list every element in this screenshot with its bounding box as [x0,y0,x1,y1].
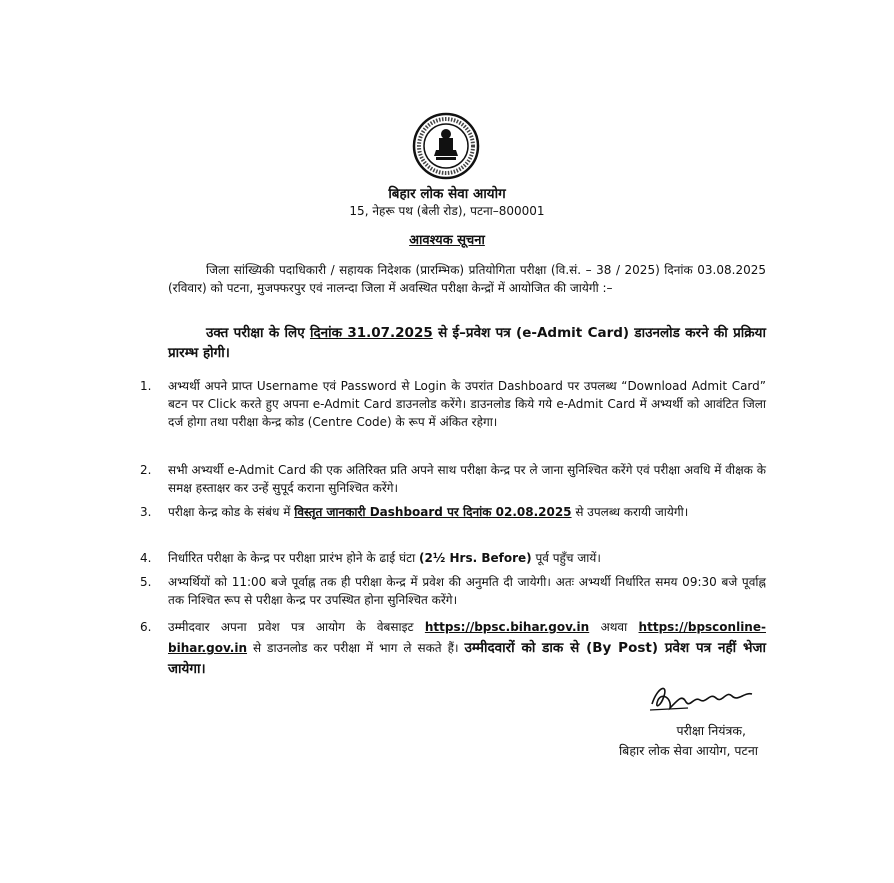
item-text: अभ्यर्थी अपने प्राप्त Username एवं Password से Login के उपरांत Dashboard पर उपलब्ध “Download Admit Card” बटन पर Click करते हुए अपना e-Admit Card डाउनलोड करेंगे। डाउनलोड किये गये e-Admit Card में अभ्यर्थी को आवंटित जिला दर्ज होगा तथा परीक्षा केन्द्र कोड (Centre Code) के रूप में अंकित रहेगा। [168,379,766,429]
item-text [168,503,766,521]
bpsc-online-link[interactable]: https://bpsconline-bihar.gov.in [168,620,766,655]
highlight-paragraph [168,323,766,363]
item-text [168,617,766,680]
signatory-org: बिहार लोक सेवा आयोग, पटना [618,743,758,758]
item-text: अभ्यर्थियों को 11:00 बजे पूर्वाह्न तक ही परीक्षा केन्द्र में प्रवेश की अनुमति दी जायेगी। अतः अभ्यर्थी निर्धारित समय 09:30 बजे पूर्वाह्न तक निश्चित रूप से परीक्षा केन्द्र पर उपस्थित होना सुनिश्चित करेंगे। [168,575,766,607]
item-final-note: उम्मीदवारों को डाक से (By Post) प्रवेश पत्र नहीं भेजा जायेगा। [168,640,766,677]
highlight-after: से ई–प्रवेश पत्र (e-Admit Card) डाउनलोड करने की प्रक्रिया प्रारम्भ होगी। [168,325,766,361]
highlight-date: दिनांक 31.07.2025 [309,325,433,341]
item-number: 5. [140,575,152,589]
item-emphasis: (2½ Hrs. Before) [419,551,532,565]
item-text-mid: अथवा [589,620,639,634]
item-text-after: से उपलब्ध करायी जायेगी। [571,505,689,519]
bpsc-emblem-icon [412,112,480,180]
item-text [168,549,766,567]
item-number: 6. [140,620,152,634]
item-number: 4. [140,551,152,565]
intro-paragraph: जिला सांख्यिकी पदाधिकारी / सहायक निदेशक (प्रारम्भिक) प्रतियोगिता परीक्षा (वि.सं. – 38 / 2025) दिनांक 03.08.2025 (रविवार) को पटना, मुजफ्फरपुर एवं नालन्दा जिला में अवस्थित परीक्षा केन्द्रों में आयोजित की जायेगी :– [168,263,766,295]
signature-mark [648,682,758,716]
list-item [140,573,766,609]
list-item [140,617,766,680]
signatory-title: परीक्षा नियंत्रक, [676,723,746,738]
list-item [140,377,766,431]
list-item [140,549,766,567]
item-text-before: निर्धारित परीक्षा के केन्द्र पर परीक्षा प्रारंभ होने के ढाई घंटा [168,551,420,565]
org-name: बिहार लोक सेवा आयोग [388,186,506,202]
item-text-before: परीक्षा केन्द्र कोड के संबंध में [168,505,295,519]
item-text-before: उम्मीदवार अपना प्रवेश पत्र आयोग के वेबसाइट [168,620,425,634]
notice-title: आवश्यक सूचना [409,233,485,248]
highlight-before: उक्त परीक्षा के लिए [206,325,310,341]
item-number: 1. [140,379,152,393]
bpsc-website-link[interactable]: https://bpsc.bihar.gov.in [424,620,590,634]
item-emphasis: विस्तृत जानकारी Dashboard पर दिनांक 02.08.2025 [294,505,572,519]
item-text: सभी अभ्यर्थी e-Admit Card की एक अतिरिक्त प्रति अपने साथ परीक्षा केन्द्र पर ले जाना सुनिश्चित करेंगे एवं परीक्षा अवधि में वीक्षक के समक्ष हस्ताक्षर कर उन्हें सुपूर्द कराना सुनिश्चित करेंगे। [168,463,766,495]
item-number: 3. [140,505,152,519]
list-item [140,503,766,521]
item-number: 2. [140,463,152,477]
item-text-after: से डाउनलोड कर परीक्षा में भाग ले सकते हैं। [247,641,465,655]
org-address: 15, नेहरू पथ (बेली रोड), पटना–800001 [349,204,545,218]
list-item [140,461,766,497]
item-text-after: पूर्व पहुँच जायें। [531,551,601,565]
